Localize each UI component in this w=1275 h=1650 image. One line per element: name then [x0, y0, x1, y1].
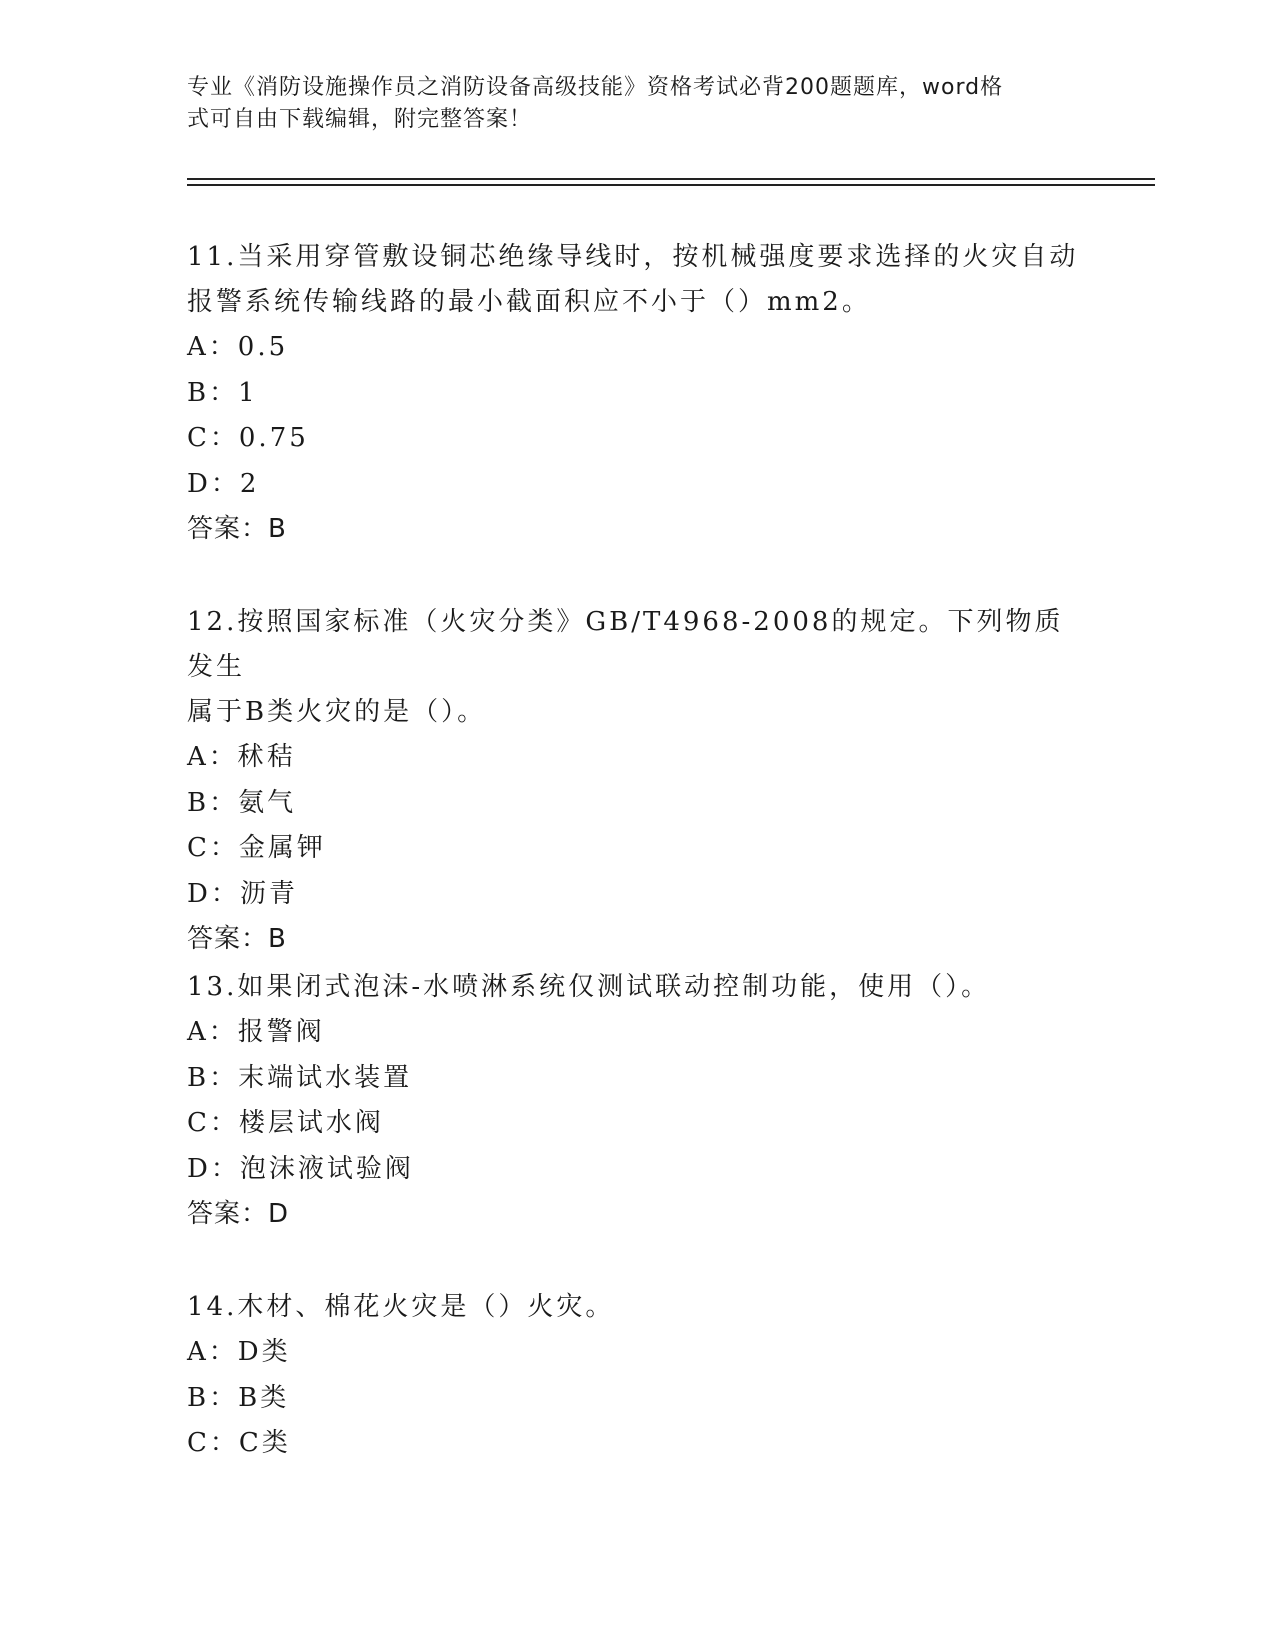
option-a: A：报警阀: [187, 1017, 325, 1047]
header-divider-top: [187, 178, 1155, 180]
option-b: B：末端试水装置: [187, 1062, 413, 1093]
question-text-line: 13.如果闭式泡沫-水喷淋系统仅测试联动控制功能，使用（）。: [187, 972, 991, 1002]
option-d: D：泡沫液试验阀: [187, 1153, 414, 1184]
question-text-line: 11.当采用穿管敷设铜芯绝缘导线时，按机械强度要求选择的火灾自动: [187, 242, 1079, 272]
option-a: A：D类: [187, 1337, 291, 1367]
option-b: B：氨气: [187, 787, 297, 818]
document-header: [187, 72, 1087, 136]
option-d: D：2: [187, 468, 260, 499]
header-line-2: 式可自由下载编辑，附完整答案！: [187, 107, 533, 132]
option-c: C：楼层试水阀: [187, 1108, 384, 1138]
question-text-line: 属于B类火灾的是（）。: [187, 697, 487, 727]
option-b: B：B类: [187, 1382, 290, 1413]
option-c: C：C类: [187, 1428, 291, 1458]
question-text-line: 12.按照国家标准（火灾分类》GB/T4968-2008的规定。下列物质发生: [187, 607, 1064, 682]
option-d: D：沥青: [187, 878, 298, 909]
answer-label: 答案：B: [187, 514, 287, 544]
option-b: B：1: [187, 377, 258, 408]
question-12: [187, 600, 1087, 963]
question-13: [187, 965, 1087, 1238]
header-divider-bottom: [187, 184, 1155, 186]
answer-label: 答案：B: [187, 924, 287, 954]
question-11: [187, 235, 1087, 553]
option-c: C：金属钾: [187, 833, 326, 863]
question-14: [187, 1285, 1087, 1467]
header-line-1: 专业《消防设施操作员之消防设备高级技能》资格考试必背200题题库，word格: [187, 75, 1004, 100]
question-text-line: 14.木材、棉花火灾是（）火灾。: [187, 1292, 615, 1322]
option-c: C：0.75: [187, 423, 309, 453]
question-text-line: 报警系统传输线路的最小截面积应不小于（）mm2。: [187, 287, 871, 317]
option-a: A：秫秸: [187, 742, 296, 772]
answer-label: 答案：D: [187, 1199, 290, 1229]
option-a: A：0.5: [187, 332, 289, 362]
